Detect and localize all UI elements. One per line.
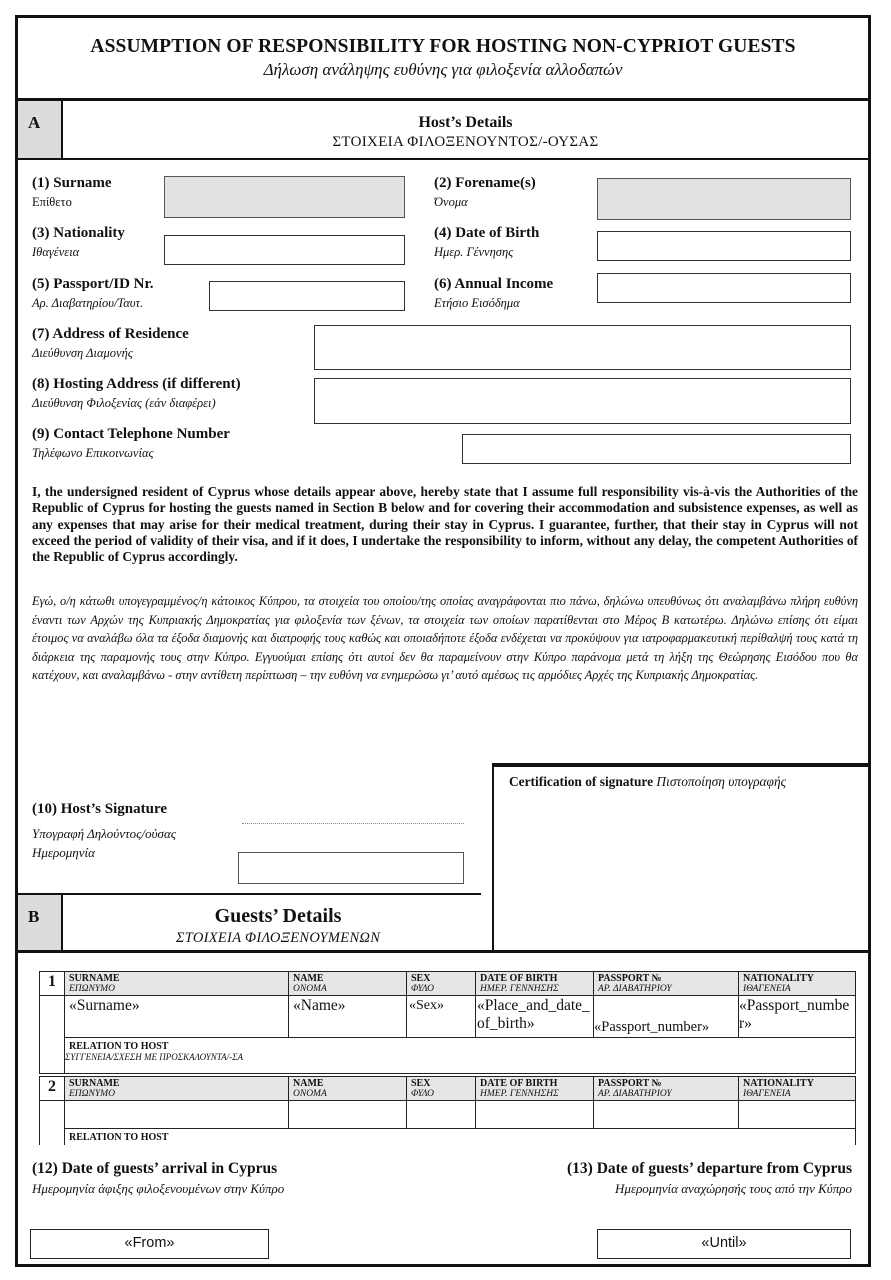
income-field[interactable] <box>597 273 851 303</box>
guest-name[interactable] <box>289 1101 407 1129</box>
guest-number-spacer <box>40 996 65 1074</box>
section-a-title: Host’s Details <box>418 114 513 131</box>
signature-label-gr: Υπογραφή Δηλούντος/ούσας <box>32 826 177 841</box>
arrival-date-field[interactable]: «From» <box>30 1229 269 1259</box>
income-label-gr: Ετήσιο Εισόδημα <box>434 296 520 310</box>
signature-date-label-gr: Ημερομηνία <box>32 845 95 860</box>
col-header-sex: SEX ΦΥΛΟ <box>407 972 476 996</box>
certification-top-border <box>492 763 871 767</box>
signature-label: (10) Host’s Signature <box>32 801 167 817</box>
guest-dob[interactable]: «Place_and_date_of_birth» <box>476 996 594 1038</box>
col-header-surname: SURNAME ΕΠΩΝΥΜΟ <box>65 972 289 996</box>
surname-field[interactable] <box>164 176 405 218</box>
guest-surname[interactable]: «Surname» <box>65 996 289 1038</box>
departure-label-gr: Ημερομηνία αναχώρησής τους από την Κύπρο <box>615 1181 852 1196</box>
guest-relation-cell[interactable] <box>65 1129 856 1145</box>
forename-label-gr: Όνομα <box>434 195 468 209</box>
residence-label: (7) Address of Residence <box>32 326 189 342</box>
departure-label: (13) Date of guests’ departure from Cyprus <box>567 1160 852 1177</box>
guest-nationality[interactable] <box>739 1101 856 1129</box>
surname-label: (1) Surname <box>32 175 112 191</box>
col-header-dob: DATE OF BIRTH ΗΜΕΡ. ΓΕΝΝΗΣΗΣ <box>476 1077 594 1101</box>
declaration-english: I, the undersigned resident of Cyprus whose details appear above, hereby state that I assume full responsibility vis-à-vis the Authorities of the Republic of Cyprus for hosting the guests named in Section B below and for covering their accommodation and subsistence expenses, as well as any expenses that may arise for their medical treatment, during their stay in Cyprus. I guarantee, further, that their stay in Cyprus will not exceed the period of validity of their visa, and if it does, I undertake the responsibility to inform, without any delay, the competent Authorities of the Republic of Cyprus accordingly. <box>32 484 858 565</box>
guest-relation-cell[interactable] <box>65 1038 856 1074</box>
form-subtitle: Δήλωση ανάληψης ευθύνης για φιλοξενία αλλοδαπών <box>263 60 623 79</box>
col-header-surname: SURNAME ΕΠΩΝΥΜΟ <box>65 1077 289 1101</box>
section-b-badge: B <box>18 895 63 951</box>
certification-label-gr: Πιστοποίηση υπογραφής <box>656 774 787 789</box>
guest-name[interactable]: «Name» <box>289 996 407 1038</box>
dob-field[interactable] <box>597 231 851 261</box>
income-label: (6) Annual Income <box>434 276 554 292</box>
arrival-label: (12) Date of guests’ arrival in Cyprus <box>32 1160 278 1177</box>
col-header-passport: PASSPORT № ΑΡ. ΔΙΑΒΑΤΗΡΙΟΥ <box>594 1077 739 1101</box>
col-header-name: NAME ΟΝΟΜΑ <box>289 972 407 996</box>
residence-label-gr: Διεύθυνση Διαμονής <box>32 346 133 360</box>
nationality-label-gr: Ιθαγένεια <box>32 245 80 259</box>
section-a-subtitle: ΣΤΟΙΧΕΙΑ ΦΙΛΟΞΕΝΟΥΝΤΟΣ/-ΟΥΣΑΣ <box>332 134 599 150</box>
phone-field[interactable] <box>462 434 851 464</box>
relation-label-gr: ΣΥΓΓΕΝΕΙΑ/ΣΧΕΣΗ ΜΕ ΠΡΟΣΚΑΛΟΥΝΤΑ/-ΣΑ <box>65 1052 243 1062</box>
guest-dob[interactable] <box>476 1101 594 1129</box>
departure-date-field[interactable]: «Until» <box>597 1229 851 1259</box>
forename-label: (2) Forename(s) <box>434 175 536 191</box>
header-divider <box>15 98 871 101</box>
hosting-address-field[interactable] <box>314 378 851 424</box>
guest-table-2 <box>39 1076 856 1145</box>
section-b-top-border <box>18 893 481 895</box>
guest-number: 2 <box>40 1077 65 1101</box>
dob-label: (4) Date of Birth <box>434 225 540 241</box>
forename-field[interactable] <box>597 178 851 220</box>
certification-label <box>509 773 829 790</box>
passport-label-gr: Αρ. Διαβατηρίου/Ταυτ. <box>32 296 144 310</box>
guest-number-spacer <box>40 1101 65 1145</box>
guest-sex[interactable]: «Sex» <box>407 996 476 1038</box>
relation-label: RELATION TO HOST <box>69 1041 169 1052</box>
phone-label-gr: Τηλέφωνο Επικοινωνίας <box>32 446 154 460</box>
nationality-label: (3) Nationality <box>32 225 125 241</box>
col-header-sex: SEX ΦΥΛΟ <box>407 1077 476 1101</box>
guest-table-1 <box>39 971 856 1074</box>
section-b-title: Guests’ Details <box>214 905 342 927</box>
section-b-subtitle: ΣΤΟΙΧΕΙΑ ΦΙΛΟΞΕΝΟΥΜΕΝΩΝ <box>175 930 381 946</box>
hosting-address-label: (8) Hosting Address (if different) <box>32 376 241 392</box>
col-header-name: NAME ΟΝΟΜΑ <box>289 1077 407 1101</box>
section-a-divider <box>15 158 871 160</box>
passport-field[interactable] <box>209 281 405 311</box>
col-header-dob: DATE OF BIRTH ΗΜΕΡ. ΓΕΝΝΗΣΗΣ <box>476 972 594 996</box>
surname-label-gr: Επίθετο <box>32 195 72 209</box>
certification-label-en: Certification of signature <box>509 774 654 789</box>
col-header-nationality: NATIONALITY ΙΘΑΓΕΝΕΙΑ <box>739 972 856 996</box>
guest-passport[interactable] <box>594 1101 739 1129</box>
passport-label: (5) Passport/ID Nr. <box>32 276 154 292</box>
guest-number: 1 <box>40 972 65 996</box>
section-b-divider <box>15 950 871 953</box>
residence-field[interactable] <box>314 325 851 370</box>
arrival-label-gr: Ημερομηνία άφιξης φιλοξενουμένων στην Κύπρο <box>32 1181 285 1196</box>
hosting-address-label-gr: Διεύθυνση Φιλοξενίας (εάν διαφέρει) <box>32 396 216 410</box>
nationality-field[interactable] <box>164 235 405 265</box>
guest-sex[interactable] <box>407 1101 476 1129</box>
dob-label-gr: Ημερ. Γέννησης <box>434 245 514 259</box>
signature-line[interactable] <box>242 823 464 824</box>
col-header-nationality: NATIONALITY ΙΘΑΓΕΝΕΙΑ <box>739 1077 856 1101</box>
guest-surname[interactable] <box>65 1101 289 1129</box>
phone-label: (9) Contact Telephone Number <box>32 426 230 442</box>
signature-date-field[interactable] <box>238 852 464 884</box>
col-header-passport: PASSPORT № ΑΡ. ΔΙΑΒΑΤΗΡΙΟΥ <box>594 972 739 996</box>
declaration-greek: Εγώ, ο/η κάτωθι υπογεγραμμένος/η κάτοικος Κύπρου, τα στοιχεία του οποίου/της οποίας αναγράφονται πιο πάνω, δηλώνω υπευθύνως ότι αναλαμβάνω πλήρη ευθύνη έναντι των Αρχών της Κυπριακής Δημοκρατίας για φιλοξενία των ξένων, τα στοιχεία των οποίων παρατίθενται στο Μέρος Β κατωτέρω. Δηλώνω επίσης ότι είμαι έτοιμος να αναλάβω όλα τα έξοδα διαμονής και διατροφής τους καθώς και οποιαδήποτε έξοδα ενδέχεται να προκύψουν για ιατροφαρμακευτική περίθαλψή τους κατά τη διάρκεια της παραμονής τους στην Κύπρο. Εγγυούμαι επίσης ότι αυτοί δεν θα παραμείνουν στην Κύπρο παράνομα μετά τη λήξη της Θεώρησης Εισόδου που θα κατέχουν, και αναλαμβάνω - στην αντίθετη περίπτωση – την ευθύνη να ενημερώσω γι’ αυτό αμέσως τις αρμόδιες Αρχές της Κυπριακής Δημοκρατίας. <box>32 594 858 682</box>
guest-nationality[interactable]: «Passport_number» <box>739 996 856 1038</box>
relation-label: RELATION TO HOST <box>69 1132 169 1143</box>
form-title: ASSUMPTION OF RESPONSIBILITY FOR HOSTING NON-CYPRIOT GUESTS <box>90 36 796 57</box>
guest-passport[interactable]: «Passport_number» <box>594 996 739 1038</box>
section-a-badge: A <box>18 101 63 158</box>
